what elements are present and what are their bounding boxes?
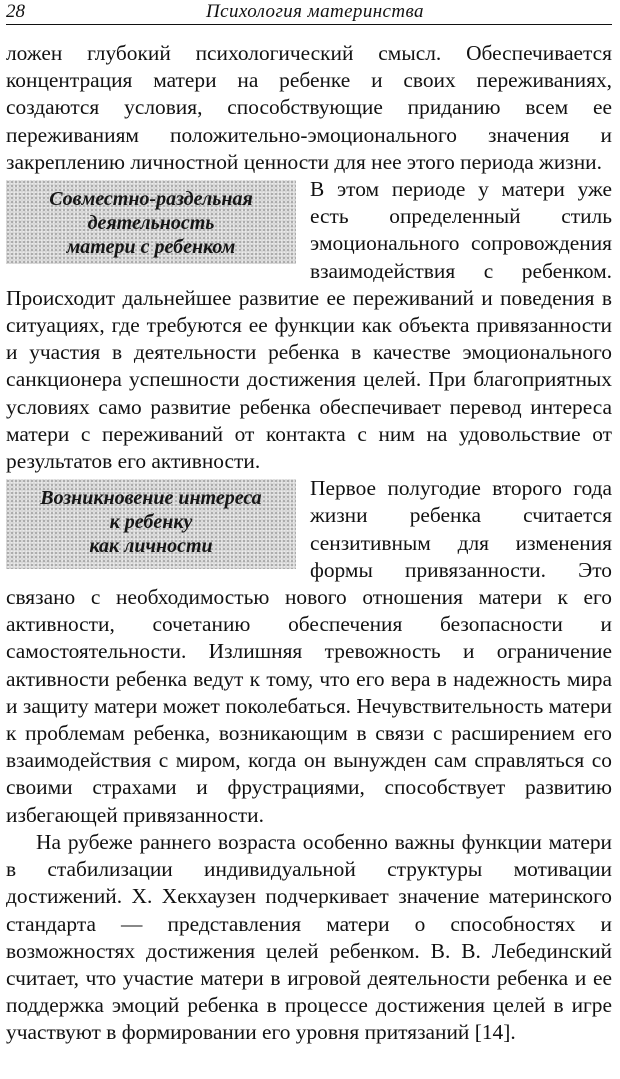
sidebar-heading-line: матери с ребенком: [66, 236, 236, 259]
sidebar-heading-interest-in-child: [6, 479, 296, 569]
paragraph-2: В этом периоде у матери уже есть определенный стиль эмоционального сопровождения взаимодействия с ребенком. Происходит дальнейшее развитие ее переживаний и поведения в ситуациях, где требуются ее функции как объекта привязанности и участия в деятельности ребенка в качестве эмоционального санкционера успешности достижения целей. При благоприятных условиях само развитие ребенка обеспечивает перевод интереса матери с переживаний от контакта с ним на удовольствие от результатов его активности.: [6, 177, 612, 474]
sidebar-heading-line: как личности: [89, 535, 213, 558]
sidebar-heading-line: деятельность: [87, 212, 215, 235]
running-title: Психология материнства: [206, 1, 424, 22]
paragraph-1: ложен глубокий психологический смысл. Обеспечивается концентрация матери на ребенке и своих переживаниях, создаются условия, способствующие приданию всем ее переживаниям положительно-эмоционального значения и закреплению личностной ценности для нее этого периода жизни.: [6, 41, 612, 174]
page-number: 28: [6, 1, 25, 22]
paragraph-4: На рубеже раннего возраста особенно важны функции матери в стабилизации индивидуальной структуры мотивации достижений. X. Хекхаузен подчеркивает значение материнского стандарта — представления матери о способностях и возможностях достижения целей ребенком. В. В. Лебединский считает, что участие матери в игровой деятельности ребенка и ее поддержка эмоций ребенка в процессе достижения целей в игре участвуют в формировании его уровня притязаний [14].: [6, 829, 612, 1045]
sidebar-heading-joint-activity: [6, 180, 296, 264]
main-text: [6, 40, 612, 1047]
sidebar-heading-line: Совместно-раздельная: [49, 188, 253, 211]
running-header: [6, 0, 612, 25]
sidebar-heading-line: к ребенку: [109, 511, 193, 534]
sidebar-heading-line: Возникновение интереса: [40, 487, 262, 510]
paragraph-3: Первое полугодие второго года жизни ребенка считается сензитивным для изменения формы привязанности. Это связано с необходимостью нового отношения матери к его активности, сочетанию обеспечения безопасности и самостоятельности. Излишняя тревожность и ограничение активности ребенка ведут к тому, что его вера в надежность мира и защиту матери может поколебаться. Нечувствительность матери к проблемам ребенка, возникающим в связи с расширением его взаимодействия с миром, когда он вынужден сам справляться со своими страхами и фрустрациями, способствует развитию избегающей привязанности.: [6, 476, 612, 827]
